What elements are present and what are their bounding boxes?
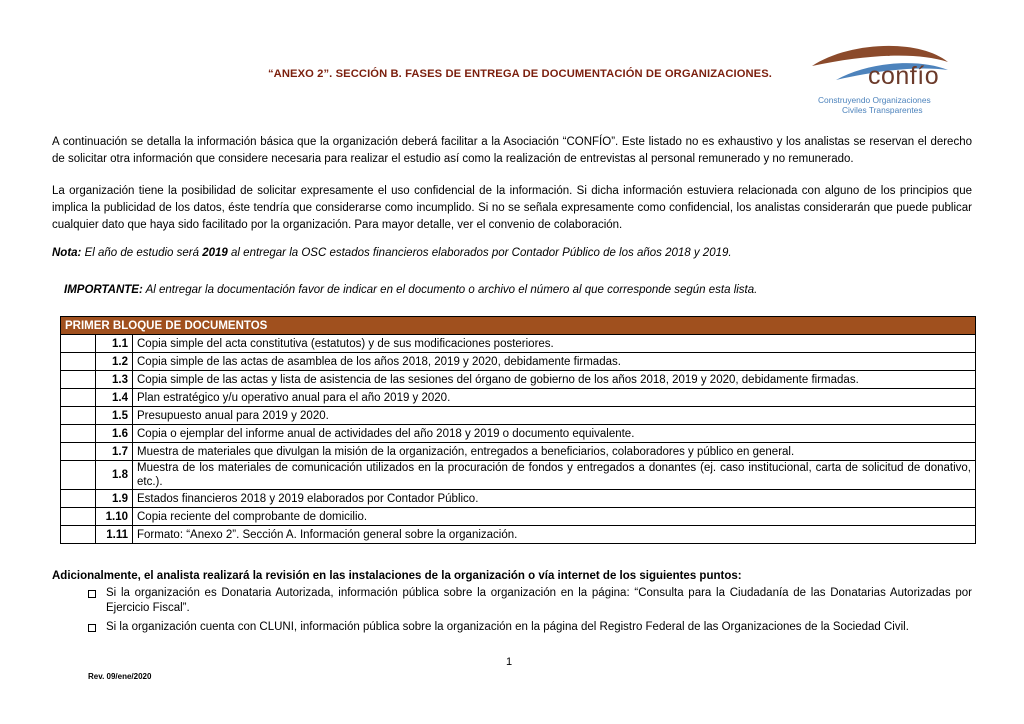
logo-brand-text: confío	[868, 62, 940, 90]
checkbox-bullet-icon	[88, 624, 96, 632]
item-number: 1.6	[96, 425, 133, 443]
item-number: 1.2	[96, 353, 133, 371]
note-text-before: El año de estudio será	[81, 247, 203, 259]
check-cell[interactable]	[61, 389, 96, 407]
item-number: 1.5	[96, 407, 133, 425]
table-header: PRIMER BLOQUE DE DOCUMENTOS	[61, 317, 976, 335]
item-description: Copia o ejemplar del informe anual de actividades del año 2018 y 2019 o documento equivalente.	[133, 425, 976, 443]
item-description: Copia simple de las actas y lista de asistencia de las sesiones del órgano de gobierno de los años 2018, 2019 y 2020, debidamente firmadas.	[133, 371, 976, 389]
table-row	[61, 335, 976, 353]
table-row	[61, 407, 976, 425]
check-cell[interactable]	[61, 461, 96, 490]
checkbox-bullet-icon	[88, 590, 96, 598]
list-item	[88, 620, 972, 635]
page-number: 1	[506, 656, 513, 668]
item-number: 1.3	[96, 371, 133, 389]
table-header-row	[61, 317, 976, 335]
additional-list	[88, 586, 972, 639]
item-description: Muestra de los materiales de comunicación utilizados en la procuración de fondos y entregados a donantes (ej. caso institucional, carta de solicitud de donativo, etc.).	[133, 461, 976, 490]
list-item-text: Si la organización es Donataria Autorizada, información pública sobre la organización en la página: “Consulta para la Ciudadanía de las Donatarias Autorizadas por Ejercicio Fiscal”.	[106, 587, 972, 614]
item-number: 1.11	[96, 526, 133, 544]
table-row	[61, 425, 976, 443]
check-cell[interactable]	[61, 425, 96, 443]
note-year: 2019	[202, 247, 228, 259]
list-item	[88, 586, 972, 616]
table-body	[61, 335, 976, 544]
table-row	[61, 371, 976, 389]
item-description: Formato: “Anexo 2”. Sección A. Información general sobre la organización.	[133, 526, 976, 544]
note-label: Nota:	[52, 247, 82, 259]
table-row	[61, 443, 976, 461]
table-row	[61, 508, 976, 526]
intro-paragraph-1: A continuación se detalla la información básica que la organización deberá facilitar a la Asociación “CONFÍO”. Este listado no es exhaustivo y los analistas se reservan el derecho de solicitar otra información que considere necesaria para realizar el estudio así como la realización de entrevistas al personal remunerado y no remunerado.	[52, 136, 972, 165]
check-cell[interactable]	[61, 508, 96, 526]
check-cell[interactable]	[61, 526, 96, 544]
table-row	[61, 490, 976, 508]
item-description: Copia reciente del comprobante de domicilio.	[133, 508, 976, 526]
item-number: 1.8	[96, 461, 133, 490]
item-description: Muestra de materiales que divulgan la misión de la organización, entregados a beneficiarios, colaboradores y público en general.	[133, 443, 976, 461]
note-text-after: al entregar la OSC estados financieros elaborados por Contador Público de los años 2018 y 2019.	[227, 247, 732, 259]
important-text: Al entregar la documentación favor de indicar en el documento o archivo el número al que corresponde según esta lista.	[142, 284, 758, 296]
item-description: Plan estratégico y/u operativo anual para el año 2019 y 2020.	[133, 389, 976, 407]
note-line	[52, 247, 732, 259]
important-line	[64, 284, 757, 296]
item-number: 1.9	[96, 490, 133, 508]
item-number: 1.7	[96, 443, 133, 461]
list-item-text: Si la organización cuenta con CLUNI, información pública sobre la organización en la página del Registro Federal de las Organizaciones de la Sociedad Civil.	[106, 621, 909, 633]
document-title: “ANEXO 2”. SECCIÓN B. FASES DE ENTREGA DE DOCUMENTACIÓN DE ORGANIZACIONES.	[267, 68, 773, 80]
item-description: Copia simple de las actas de asamblea de los años 2018, 2019 y 2020, debidamente firmadas.	[133, 353, 976, 371]
item-description: Presupuesto anual para 2019 y 2020.	[133, 407, 976, 425]
item-number: 1.1	[96, 335, 133, 353]
check-cell[interactable]	[61, 371, 96, 389]
additional-title: Adicionalmente, el analista realizará la revisión en las instalaciones de la organización o vía internet de los siguientes puntos:	[52, 570, 742, 582]
item-number: 1.10	[96, 508, 133, 526]
check-cell[interactable]	[61, 407, 96, 425]
logo-tagline-2: Civiles Transparentes	[842, 105, 923, 115]
revision-date: Rev. 09/ene/2020	[88, 672, 152, 681]
confio-logo	[808, 40, 958, 118]
check-cell[interactable]	[61, 335, 96, 353]
check-cell[interactable]	[61, 353, 96, 371]
table-row	[61, 526, 976, 544]
important-label: IMPORTANTE:	[64, 284, 143, 296]
table-row	[61, 353, 976, 371]
item-description: Copia simple del acta constitutiva (estatutos) y de sus modificaciones posteriores.	[133, 335, 976, 353]
item-description: Estados financieros 2018 y 2019 elaborados por Contador Público.	[133, 490, 976, 508]
table-row	[61, 461, 976, 490]
check-cell[interactable]	[61, 490, 96, 508]
intro-paragraph-2: La organización tiene la posibilidad de solicitar expresamente el uso confidencial de la información. Si dicha información estuviera relacionada con alguno de los principios que implica la publicidad de los datos, éste tendría que considerarse como incumplido. Si no se señala expresamente como confidencial, los analistas considerarán que puede publicar cualquier dato que haya sido facilitado por la organización. Para mayor detalle, ver el convenio de colaboración.	[52, 185, 972, 231]
table-row	[61, 389, 976, 407]
item-number: 1.4	[96, 389, 133, 407]
documents-table	[60, 316, 976, 544]
check-cell[interactable]	[61, 443, 96, 461]
logo-tagline-1: Construyendo Organizaciones	[818, 95, 931, 105]
